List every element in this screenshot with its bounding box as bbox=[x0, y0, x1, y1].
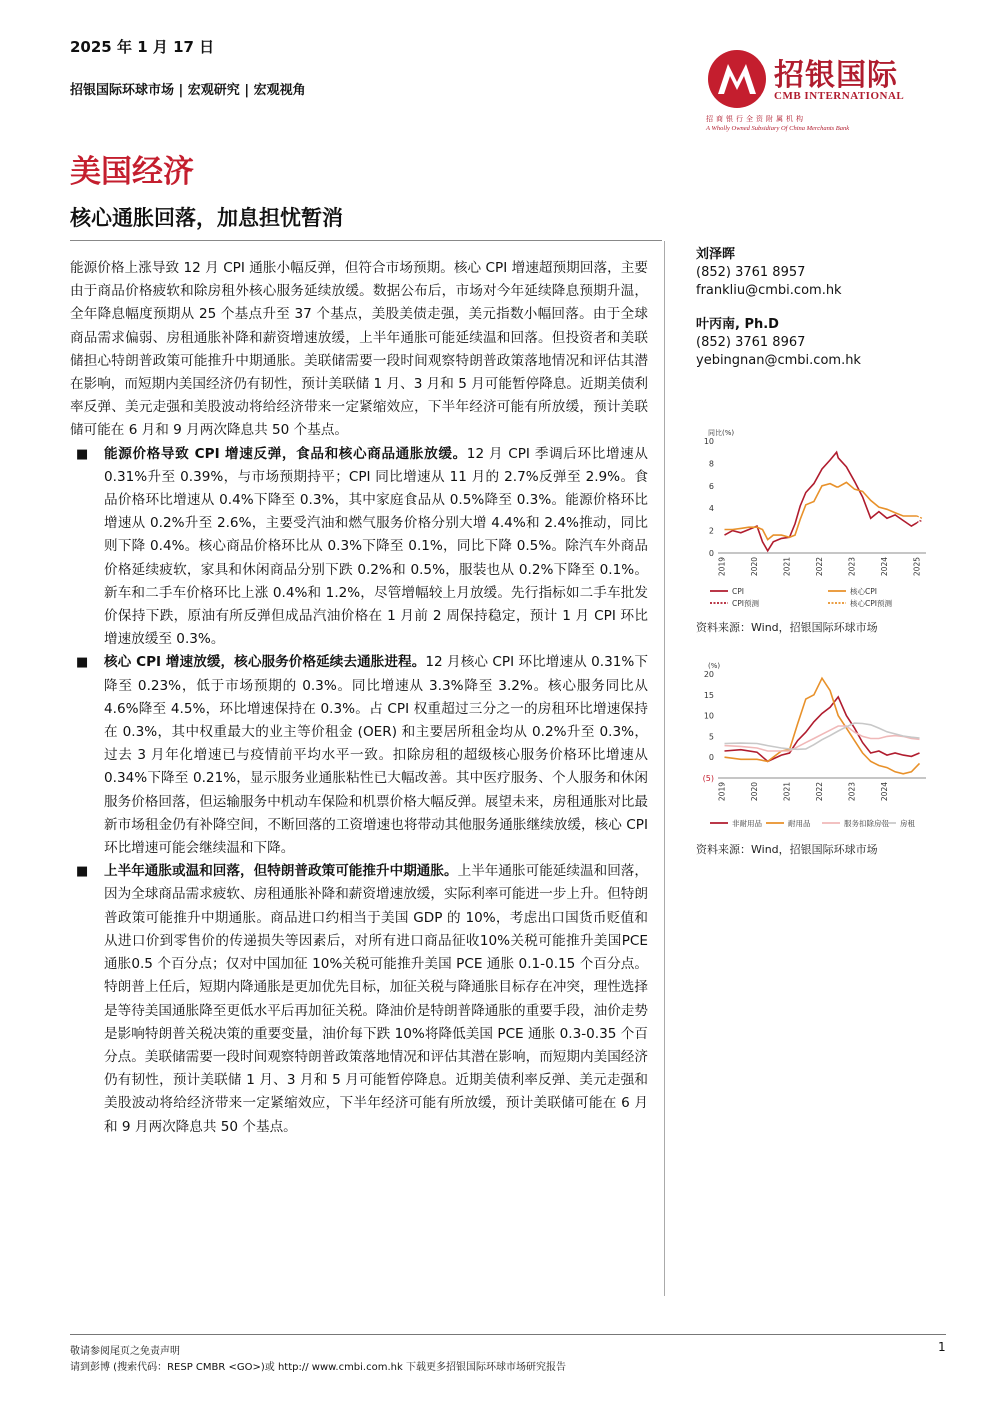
x-tick-label: 2019 bbox=[717, 557, 727, 577]
x-tick-label: 2024 bbox=[880, 557, 889, 577]
x-tick-label: 2020 bbox=[750, 557, 759, 577]
chart-source: 资料来源：Wind，招银国际环球市场 bbox=[696, 843, 878, 856]
x-tick-label: 2021 bbox=[782, 782, 792, 802]
analyst-panel bbox=[696, 246, 926, 370]
bullet-marker: ■ bbox=[76, 655, 89, 671]
x-tick-label: 2021 bbox=[782, 557, 792, 577]
x-tick-label: 2025 bbox=[912, 557, 922, 577]
title-divider bbox=[70, 240, 662, 241]
series-line bbox=[917, 521, 922, 523]
y-tick-label: 15 bbox=[703, 690, 714, 700]
bullet-item bbox=[70, 443, 648, 652]
bullet-body: 上半年通胀可能延续温和回落，因为全球商品需求疲软、房租通胀补降和薪资增速放缓，实际利率可能进一步上升。但特朗普政策可能推升中期通胀。商品进口约相当于美国 GDP 的 10%，考虑出口国货币贬值和从进口价到零售价的传递损失等因素后，对所有进口商品征收10%关税可能推升美国PCE通胀0.5 个百分点；仅对中国加征 10%关税可能推升美国 PCE 通胀 0.1-0.15 个百分点。特朗普上任后，短期内降通胀是更加优先目标，加征关税与降通胀目标存在冲突，理性选择是等待美国通胀降至更低水平后再加征关税。降油价是特朗普降通胀的重要手段，油价走势是影响特朗普关税决策的重要变量，油价每下跌 10%将降低美国 PCE 通胀 0.3-0.35 个百分点。美联储需要一段时间观察特朗普政策落地情况和评估其潜在影响，而短期内美国经济仍有韧性，预计美联储 1 月、3 月和 5 月可能暂停降息。近期美债利率反弹、美元走强和美股波动将给经济带来一定紧缩效应，下半年经济可能有所放缓，预计美联储可能在 6 月和 9 月两次降息共 50 个基点。 bbox=[104, 863, 649, 1135]
y-tick-label: 10 bbox=[703, 711, 714, 721]
bullet-marker: ■ bbox=[76, 446, 89, 462]
report-title: 美国经济 bbox=[70, 154, 194, 190]
y-tick-label: (5) bbox=[702, 774, 714, 783]
y-tick-label: 0 bbox=[708, 549, 714, 558]
logo-name-en: CMB INTERNATIONAL bbox=[774, 90, 905, 102]
analyst-name: 刘泽晖 bbox=[696, 247, 736, 262]
bullet-item bbox=[70, 860, 648, 1138]
y-tick-label: 6 bbox=[708, 481, 714, 491]
series-line bbox=[725, 697, 920, 762]
footer-divider bbox=[70, 1334, 946, 1335]
y-tick-label: 20 bbox=[703, 670, 714, 679]
y-tick-label: 2 bbox=[708, 526, 714, 536]
bullet-body: 12 月核心 CPI 环比增速从 0.31%下降至 0.23%，低于市场预期的 0.3%。同比增速从 3.3%降至 3.2%。核心服务同比从 4.6%降至 4.5%，环比增速保持在 0.3%。占 CPI 权重超过三分之一的房租环比增速保持在 0.3%，其中权重最大的业主等价租金 (OER) 和主要居所租金均从 0.2%升至 0.3%，过去 3 月年化增速已与疫情前平均水平一致。扣除房租的超级核心服务价格环比增速从 0.34%下降至 0.21%，显示服务业通胀粘性已大幅改善。其中医疗服务、个人服务和休闲服务价格回落，但运输服务中机动车保险和机票价格大幅反弹。展望未来，房租通胀对比最新市场租金仍有补降空间，不断回落的工资增速也将带动其他服务通胀继续放缓，核心 CPI 环比增速可能会继续温和下降。 bbox=[104, 654, 648, 857]
cmbi-logo-icon bbox=[706, 48, 768, 110]
logo-name-cn: 招银国际 bbox=[774, 58, 898, 93]
footer-disclaimer[interactable]: 敬请参阅尾页之免责声明 bbox=[70, 1346, 180, 1357]
x-tick-label: 2023 bbox=[847, 557, 857, 577]
bullet-marker: ■ bbox=[76, 864, 89, 880]
y-tick-label: 10 bbox=[703, 437, 714, 446]
page-number: 1 bbox=[938, 1340, 946, 1354]
chart-source: 资料来源：Wind，招银国际环球市场 bbox=[696, 621, 878, 634]
series-line bbox=[725, 482, 917, 539]
cmbi-logo bbox=[706, 48, 936, 134]
analyst-phone: (852) 3761 8967 bbox=[696, 335, 806, 350]
bullet-heading: 上半年通胀或温和回落，但特朗普政策可能推升中期通胀。 bbox=[104, 863, 458, 880]
intro-paragraph: 能源价格上涨导致 12 月 CPI 通胀小幅反弹，但符合市场预期。核心 CPI 增速超预期回落，主要由于商品价格疲软和除房租外核心服务延续放缓。数据公布后，市场对今年延续降息预期升温，全年降息幅度预期从 25 个基点升至 37 个基点，美股美债走强，美元指数小幅回落。由于全球商品需求偏弱、房租通胀补降和薪资增速放缓，上半年通胀可能延续温和回落。但投资者和美联储担心特朗普政策可能推升中期通胀。美联储需要一段时间观察特朗普政策落地情况和评估其潜在影响，而短期内美国经济仍有韧性，预计美联储 1 月、3 月和 5 月可能暂停降息。近期美债利率反弹、美元走强和美股波动将给经济带来一定紧缩效应，下半年经济可能有所放缓，预计美联储可能在 6 月和 9 月两次降息共 50 个基点。 bbox=[70, 260, 648, 439]
logo-sub-cn: 招商银行全资附属机构 bbox=[706, 115, 806, 123]
x-tick-label: 2019 bbox=[717, 782, 727, 802]
footer-bloomberg[interactable]: 请到彭博 (搜索代码：RESP CMBR <GO>)或 http:// www.cmbi.com.hk 下载更多招银国际环球市场研究报告 bbox=[70, 1362, 566, 1373]
x-tick-label: 2023 bbox=[847, 782, 857, 802]
bullet-heading: 能源价格导致 CPI 增速反弹，食品和核心商品通胀放缓。 bbox=[104, 445, 467, 462]
series-line bbox=[725, 452, 917, 551]
x-tick-label: 2022 bbox=[815, 782, 824, 802]
legend-label: 房租 bbox=[900, 819, 915, 828]
x-tick-label: 2022 bbox=[815, 557, 824, 577]
column-divider bbox=[664, 241, 665, 1296]
analyst-phone: (852) 3761 8957 bbox=[696, 265, 806, 280]
chart-ylabel: 同比(%) bbox=[708, 429, 735, 437]
main-text bbox=[70, 257, 648, 1139]
x-tick-label: 2020 bbox=[750, 782, 759, 802]
y-tick-label: 4 bbox=[708, 504, 714, 514]
bullet-heading: 核心 CPI 增速放缓，核心服务价格延续去通胀进程。 bbox=[104, 654, 426, 671]
cpi-components-chart bbox=[690, 658, 940, 838]
breadcrumb: 招银国际环球市场 | 宏观研究 | 宏观视角 bbox=[70, 83, 306, 98]
legend-label: 服务扣除房租 bbox=[844, 819, 889, 828]
report-date: 2025 年 1 月 17 日 bbox=[70, 38, 215, 56]
bullet-body: 12 月 CPI 季调后环比增速从 0.31%升至 0.39%，与市场预期持平；CPI 同比增速从 11 月的 2.7%反弹至 2.9%。食品价格环比增速从 0.4%下降至 0.3%，其中家庭食品从 0.5%降至 0.3%。能源价格环比增速从 0.2%升至 2.6%，主要受汽油和燃气服务价格分别大增 4.4%和 2.4%推动，同比则下降 0.4%。核心商品价格环比从 0.3%下降至 0.1%，同比下降 0.5%。除汽车外商品价格延续疲软，家具和休闲商品分别下跌 0.2%和 0.5%，服装也从 0.2%下降至 0.1%。新车和二手车价格环比上涨 0.4%和 1.2%，尽管增幅较上月放缓。先行指标如二手车批发价保持下跌，原油有所反弹但成品汽油价格在 1 月前 2 周保持稳定，预计 1 月 CPI 环比增速放缓至 0.3%。 bbox=[104, 445, 648, 648]
y-tick-label: 8 bbox=[708, 459, 714, 469]
analyst-email[interactable]: yebingnan@cmbi.com.hk bbox=[696, 353, 861, 368]
x-tick-label: 2024 bbox=[880, 782, 889, 802]
legend-label: CPI预测 bbox=[732, 599, 759, 608]
logo-sub-en: A Wholly Owned Subsidiary Of China Merchants Bank bbox=[706, 125, 850, 132]
series-line bbox=[725, 726, 920, 751]
series-line bbox=[917, 516, 922, 518]
analyst-name: 叶丙南, Ph.D bbox=[696, 317, 779, 332]
bullet-item bbox=[70, 651, 648, 860]
chart-ylabel: (%) bbox=[708, 662, 721, 670]
y-tick-label: 0 bbox=[708, 753, 714, 763]
legend-label: 耐用品 bbox=[788, 819, 811, 828]
report-subtitle: 核心通胀回落，加息担忧暂消 bbox=[70, 205, 343, 230]
legend-label: 核心CPI bbox=[850, 587, 877, 596]
series-line bbox=[725, 678, 920, 774]
y-tick-label: 5 bbox=[708, 732, 714, 742]
legend-label: 非耐用品 bbox=[732, 819, 762, 828]
cpi-chart bbox=[690, 423, 940, 623]
legend-label: CPI bbox=[732, 587, 744, 596]
legend-label: 核心CPI预测 bbox=[850, 599, 892, 608]
analyst-email[interactable]: frankliu@cmbi.com.hk bbox=[696, 283, 842, 298]
